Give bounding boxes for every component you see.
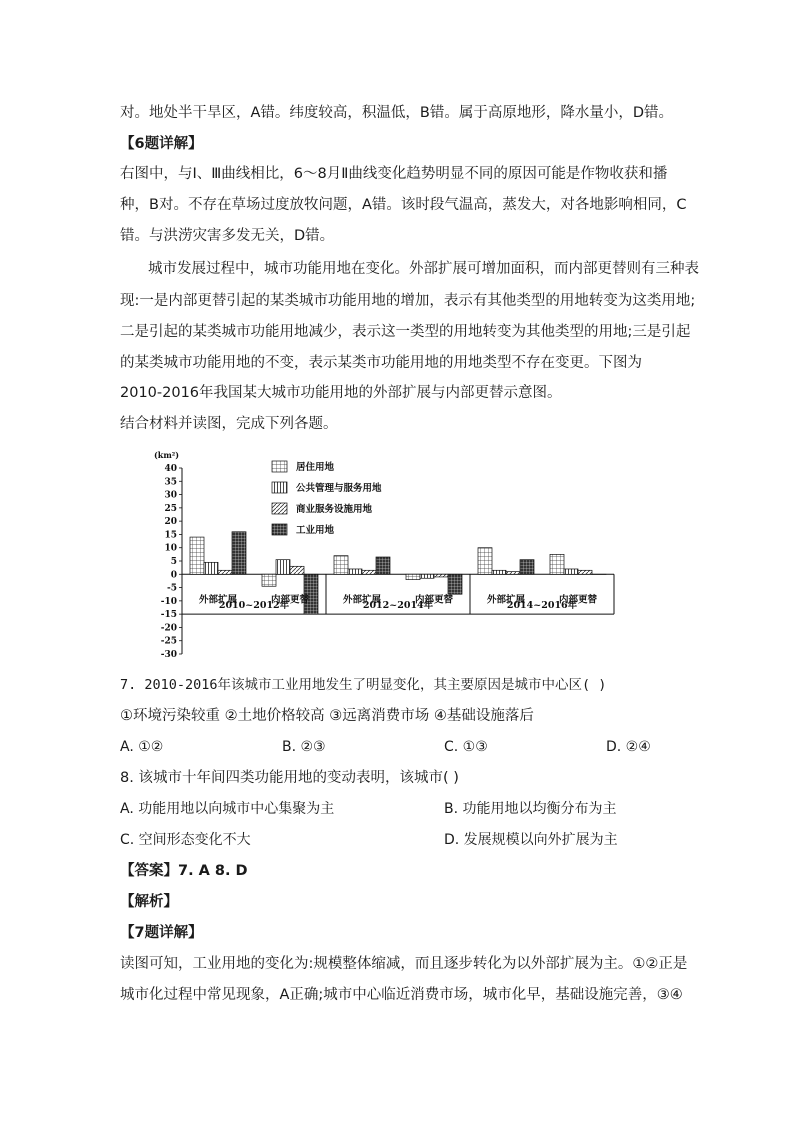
bar: [276, 560, 290, 575]
bar: [520, 560, 534, 575]
y-tick-label: -20: [160, 623, 177, 634]
group-label: 外部扩展: [342, 594, 382, 606]
para-line-4: 的某类城市功能用地的不变，表示某类市功能用地的用地类型不存在变更。下图为: [120, 355, 642, 371]
heading-q7-detail: 【7题详解】: [120, 925, 203, 941]
y-tick-label: 5: [170, 557, 177, 567]
bar: [262, 574, 276, 586]
bar: [362, 570, 376, 574]
bar: [376, 557, 390, 574]
bar: [478, 548, 492, 575]
group-label: 外部扩展: [486, 594, 526, 606]
group-label: 内部更替: [558, 594, 598, 606]
line-4: 种，B对。不存在草场过度放牧问题，A错。该时段气温高，蒸发大，对各地影响相同，C: [120, 197, 687, 213]
bar: [204, 562, 218, 574]
y-tick-label: 40: [164, 464, 177, 474]
y-tick-label: 0: [170, 570, 177, 581]
para-line-3: 二是引起的某类城市功能用地减少，表示这一类型的用地转变为其他类型的用地;三是引起: [120, 324, 691, 340]
y-axis-unit-label: (km²): [154, 450, 180, 460]
legend-swatch: [272, 503, 287, 514]
legend-label: 商业服务设施用地: [296, 504, 373, 515]
bar: [506, 572, 520, 575]
heading-q6-detail: 【6题详解】: [120, 136, 203, 152]
period-label: 2010~2012年: [218, 600, 290, 612]
y-tick-label: -30: [160, 650, 177, 660]
question-7-statements: ①环境污染较重 ②土地价格较高 ③远离消费市场 ④基础设施落后: [120, 708, 534, 724]
y-tick-label: 15: [164, 530, 177, 541]
bar: [578, 570, 592, 574]
bar: [550, 554, 564, 574]
answer-line: 【答案】7. A 8. D: [120, 863, 248, 879]
legend-label: 居住用地: [296, 462, 335, 473]
y-tick-label: 35: [164, 477, 177, 488]
legend-label: 公共管理与服务用地: [296, 483, 382, 494]
question-8: 8. 该城市十年间四类功能用地的变动表明，该城市( ): [120, 770, 459, 786]
y-tick-label: 20: [164, 517, 177, 528]
bar: [406, 574, 420, 579]
para-line-5: 2010-2016年我国某大城市功能用地的外部扩展与内部更替示意图。: [120, 385, 562, 401]
y-tick-label: -25: [160, 636, 177, 647]
q7-option-c[interactable]: C. ①③: [444, 739, 488, 755]
bar: [190, 537, 204, 574]
bar: [334, 556, 348, 575]
line-1: 对。地处半干旱区，A错。纬度较高，积温低，B错。属于高原地形，降水量小，D错。: [120, 105, 674, 121]
y-tick-label: 25: [164, 503, 177, 514]
q8-option-a[interactable]: A. 功能用地以向城市中心集聚为主: [120, 801, 335, 817]
y-tick-label: -15: [160, 610, 177, 621]
line-5: 错。与洪涝灾害多发无关，D错。: [120, 228, 335, 244]
legend-swatch: [272, 461, 287, 472]
bar: [434, 574, 448, 577]
bar: [492, 570, 506, 574]
question-7: 7. 2010-2016年该城市工业用地发生了明显变化，其主要原因是城市中心区( ): [120, 677, 607, 693]
y-tick-label: 10: [164, 543, 177, 554]
q7-option-a[interactable]: A. ①②: [120, 739, 164, 755]
para-line-6: 结合材料并读图，完成下列各题。: [120, 416, 338, 432]
para-line-1: 城市发展过程中，城市功能用地在变化。外部扩展可增加面积，而内部更替则有三种表: [148, 261, 699, 277]
bar: [448, 574, 462, 594]
q8-option-b[interactable]: B. 功能用地以均衡分布为主: [444, 801, 617, 817]
y-tick-label: 30: [164, 490, 177, 501]
group-label: 内部更替: [270, 594, 310, 606]
analysis-heading: 【解析】: [120, 894, 178, 910]
bar: [232, 532, 246, 575]
para-line-2: 现:一是内部更替引起的某类城市功能用地的增加，表示有其他类型的用地转变为这类用地;: [120, 293, 696, 309]
bar: [290, 566, 304, 574]
line-3: 右图中，与Ⅰ、Ⅲ曲线相比，6～8月Ⅱ曲线变化趋势明显不同的原因可能是作物收获和播: [120, 166, 668, 182]
q8-option-c[interactable]: C. 空间形态变化不大: [120, 832, 251, 848]
q7-option-b[interactable]: B. ②③: [282, 739, 326, 755]
group-label: 外部扩展: [198, 594, 238, 606]
group-label: 内部更替: [414, 594, 454, 606]
explanation-line-2: 城市化过程中常见现象，A正确;城市中心临近消费市场，城市化早，基础设施完善，③④: [120, 987, 683, 1003]
legend-swatch: [272, 524, 287, 535]
period-label: 2014~2016年: [506, 600, 578, 612]
y-tick-label: -10: [160, 596, 177, 607]
q7-option-d[interactable]: D. ②④: [606, 739, 651, 755]
y-tick-label: -5: [167, 583, 177, 594]
period-label: 2012~2014年: [362, 600, 434, 612]
legend-label: 工业用地: [296, 525, 335, 536]
bar: [348, 569, 362, 574]
bar: [420, 574, 434, 578]
bar: [218, 570, 232, 574]
explanation-line-1: 读图可知，工业用地的变化为:规模整体缩减，而且逐步转化为以外部扩展为主。①②正是: [120, 956, 688, 972]
legend-swatch: [272, 482, 287, 493]
bar: [564, 569, 578, 574]
land-use-bar-chart: [148, 448, 618, 663]
q8-option-d[interactable]: D. 发展规模以向外扩展为主: [444, 832, 618, 848]
